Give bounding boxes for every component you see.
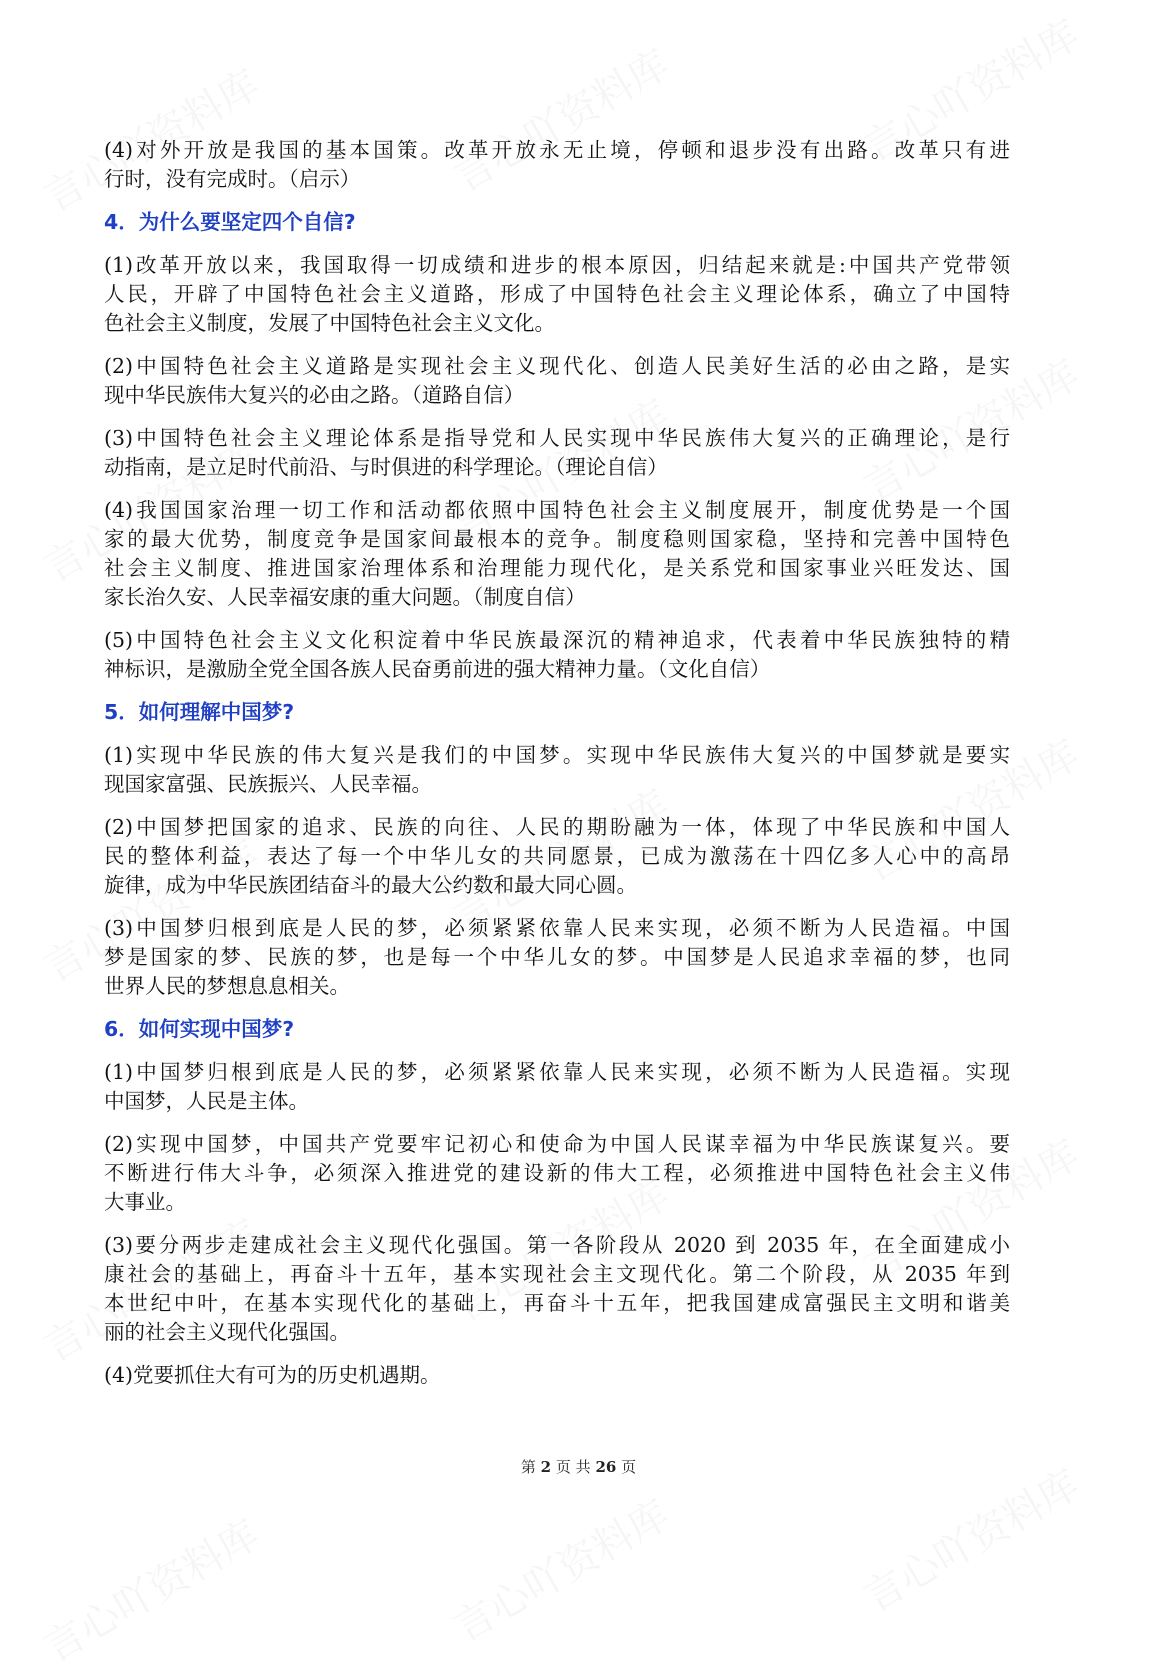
watermark-text [442, 1484, 678, 1653]
text-line: 4．为什么要坚定四个自信? [104, 210, 356, 234]
text-line: (2)中国特色社会主义道路是实现社会主义现代化、创造人民美好生活的必由之路，是实 [104, 354, 1010, 378]
section-heading [104, 208, 1010, 237]
text-line: 旋律，成为中华民族团结奋斗的最大公约数和最大同心圆。 [104, 873, 637, 897]
current-page: 2 [540, 1458, 552, 1476]
paragraph [104, 1058, 1010, 1116]
watermark-text [32, 1504, 268, 1673]
paragraph [104, 352, 1010, 410]
text-line: (4)对外开放是我国的基本国策。改革开放永无止境，停顿和退步没有出路。改革只有进 [104, 138, 1010, 162]
paragraph [104, 496, 1010, 612]
text-line: 丽的社会主义现代化强国。 [104, 1320, 350, 1344]
text-line: (5)中国特色社会主义文化积淀着中华民族最深沉的精神追求，代表着中华民族独特的精 [104, 628, 1010, 652]
watermark-text [852, 1454, 1088, 1623]
text-line: 民的整体利益，表达了每一个中华儿女的共同愿景，已成为激荡在十四亿多人心中的高昂 [104, 844, 1010, 868]
text-line: (3)要分两步走建成社会主义现代化强国。第一各阶段从 2020 到 2035 年，在全面建成小 [104, 1233, 1010, 1257]
text-line: 现国家富强、民族振兴、人民幸福。 [104, 772, 432, 796]
text-line: 家长治久安、人民幸福安康的重大问题。（制度自信） [104, 585, 586, 609]
text-line: 行时，没有完成时。（启示） [104, 167, 361, 191]
text-line: 中国梦，人民是主体。 [104, 1089, 309, 1113]
text-line: (2)实现中国梦，中国共产党要牢记初心和使命为中国人民谋幸福为中华民族谋复兴。要 [104, 1132, 1010, 1156]
text-line: (2)中国梦把国家的追求、民族的向往、人民的期盼融为一体，体现了中华民族和中国人 [104, 815, 1010, 839]
text-line: 大事业。 [104, 1190, 186, 1214]
text-line: 不断进行伟大斗争，必须深入推进党的建设新的伟大工程，必须推进中国特色社会主义伟 [104, 1161, 1010, 1185]
paragraph [104, 1130, 1010, 1217]
text-line: 世界人民的梦想息息相关。 [104, 974, 350, 998]
page-footer [0, 1456, 1157, 1477]
text-line: 社会主义制度、推进国家治理体系和治理能力现代化，是关系党和国家事业兴旺发达、国 [104, 556, 1010, 580]
paragraph [104, 914, 1010, 1001]
section-heading [104, 1015, 1010, 1044]
paragraph [104, 813, 1010, 900]
text-line: 现中华民族伟大复兴的必由之路。（道路自信） [104, 383, 525, 407]
text-line: (4)党要抓住大有可为的历史机遇期。 [104, 1363, 441, 1387]
paragraph [104, 251, 1010, 338]
footer-prefix: 第 [520, 1458, 536, 1476]
text-line: 色社会主义制度，发展了中国特色社会主义文化。 [104, 311, 555, 335]
text-line: 5．如何理解中国梦? [104, 700, 295, 724]
text-line: 人民，开辟了中国特色社会主义道路，形成了中国特色社会主义理论体系，确立了中国特 [104, 282, 1010, 306]
text-line: (1)改革开放以来，我国取得一切成绩和进步的根本原因，归结起来就是:中国共产党带领 [104, 253, 1010, 277]
text-line: (1)中国梦归根到底是人民的梦，必须紧紧依靠人民来实现，必须不断为人民造福。实现 [104, 1060, 1010, 1084]
text-line: (4)我国国家治理一切工作和活动都依照中国特色社会主义制度展开，制度优势是一个国 [104, 498, 1010, 522]
paragraph [104, 741, 1010, 799]
paragraph [104, 1231, 1010, 1347]
text-line: (3)中国梦归根到底是人民的梦，必须紧紧依靠人民来实现，必须不断为人民造福。中国 [104, 916, 1010, 940]
text-line: 梦是国家的梦、民族的梦，也是每一个中华儿女的梦。中国梦是人民追求幸福的梦，也同 [104, 945, 1010, 969]
document-body [104, 136, 1010, 1404]
paragraph [104, 136, 1010, 194]
footer-middle: 页 共 [555, 1458, 591, 1476]
text-line: 家的最大优势，制度竞争是国家间最根本的竞争。制度稳则国家稳，坚持和完善中国特色 [104, 527, 1010, 551]
text-line: 本世纪中叶，在基本实现代化的基础上，再奋斗十五年，把我国建成富强民主文明和谐美 [104, 1291, 1010, 1315]
paragraph [104, 626, 1010, 684]
total-pages: 26 [595, 1458, 617, 1476]
footer-suffix: 页 [621, 1458, 637, 1476]
text-line: 神标识，是激励全党全国各族人民奋勇前进的强大精神力量。（文化自信） [104, 657, 771, 681]
text-line: 6．如何实现中国梦? [104, 1017, 295, 1041]
text-line: 动指南，是立足时代前沿、与时俱进的科学理论。（理论自信） [104, 455, 668, 479]
paragraph [104, 1361, 1010, 1390]
section-heading [104, 698, 1010, 727]
text-line: (1)实现中华民族的伟大复兴是我们的中国梦。实现中华民族伟大复兴的中国梦就是要实 [104, 743, 1010, 767]
paragraph [104, 424, 1010, 482]
text-line: (3)中国特色社会主义理论体系是指导党和人民实现中华民族伟大复兴的正确理论，是行 [104, 426, 1010, 450]
text-line: 康社会的基础上，再奋斗十五年，基本实现社会主文现代化。第二个阶段，从 2035 年到 [104, 1262, 1010, 1286]
